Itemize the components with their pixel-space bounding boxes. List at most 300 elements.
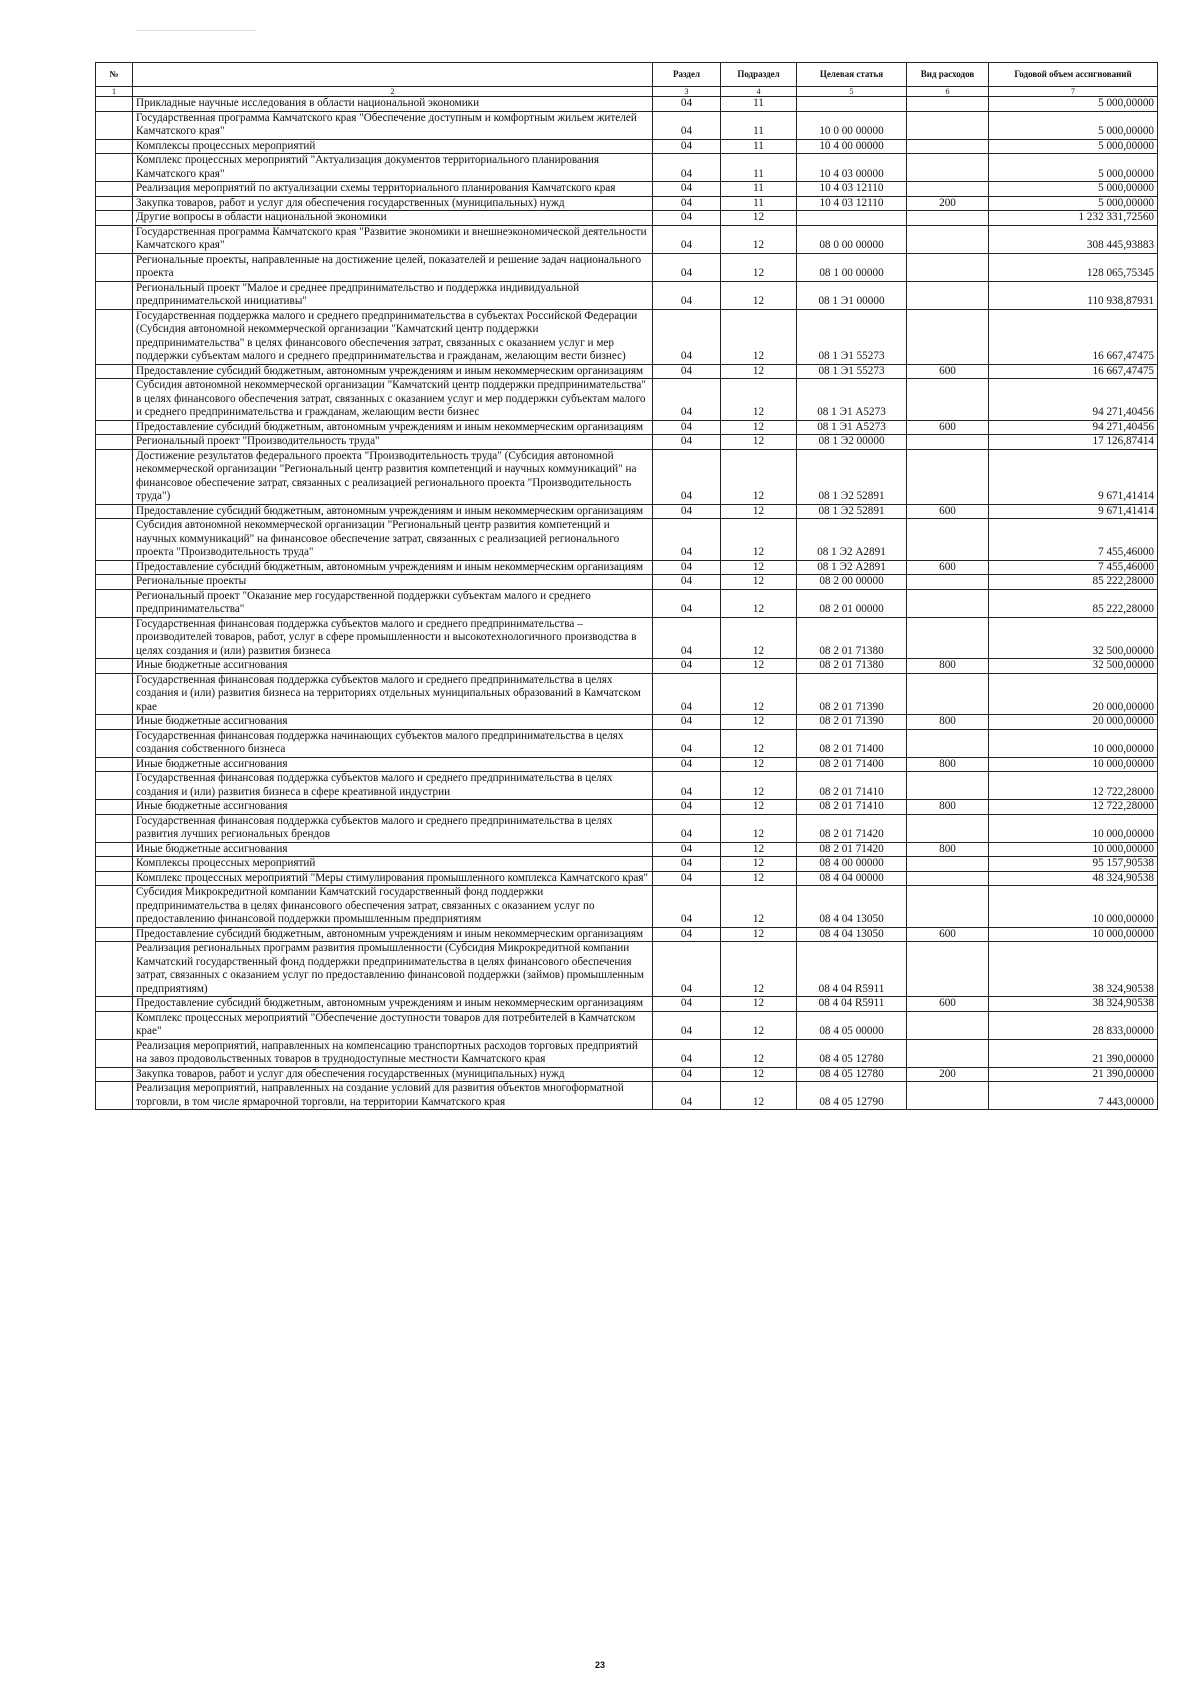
row-subsection-cell: 12 (721, 504, 797, 519)
scan-mark (136, 30, 256, 31)
table-row (96, 139, 1158, 154)
table-row (96, 379, 1158, 421)
table-row (96, 154, 1158, 182)
row-subsection-cell: 12 (721, 225, 797, 253)
row-amount-cell: 5 000,00000 (989, 97, 1158, 112)
row-target-cell: 08 4 04 R5911 (797, 942, 907, 997)
row-subsection-cell: 11 (721, 97, 797, 112)
row-name-cell: Предоставление субсидий бюджетным, автономным учреждениям и иным некоммерческим организациям (133, 997, 653, 1012)
row-section-cell: 04 (653, 1039, 721, 1067)
row-type-cell: 200 (907, 1067, 989, 1082)
table-row (96, 814, 1158, 842)
row-section-cell: 04 (653, 182, 721, 197)
row-type-cell (907, 435, 989, 450)
row-section-cell: 04 (653, 154, 721, 182)
row-amount-cell: 5 000,00000 (989, 139, 1158, 154)
row-num-cell (96, 154, 133, 182)
row-num-cell (96, 673, 133, 715)
row-amount-cell: 9 671,41414 (989, 449, 1158, 504)
row-name-cell: Предоставление субсидий бюджетным, автономным учреждениям и иным некоммерческим организациям (133, 420, 653, 435)
row-section-cell: 04 (653, 729, 721, 757)
row-section-cell: 04 (653, 617, 721, 659)
row-subsection-cell: 11 (721, 154, 797, 182)
row-subsection-cell: 12 (721, 1011, 797, 1039)
row-subsection-cell: 12 (721, 871, 797, 886)
row-section-cell: 04 (653, 560, 721, 575)
row-num-cell (96, 617, 133, 659)
header-name (133, 63, 653, 87)
row-num-cell (96, 435, 133, 450)
row-type-cell (907, 1082, 989, 1110)
row-name-cell: Реализация региональных программ развития промышленности (Субсидия Микрокредитной компании Камчатский государственный фонд поддержки предпринимательства в целях финансового обеспечения затрат, связанных с оказанием услуг по предоставлению финансовой поддержки (займов) промышленным предприятиям) (133, 942, 653, 997)
row-target-cell: 08 2 01 71410 (797, 800, 907, 815)
row-amount-cell: 85 222,28000 (989, 589, 1158, 617)
row-num-cell (96, 1039, 133, 1067)
row-subsection-cell: 12 (721, 814, 797, 842)
row-target-cell: 10 4 03 12110 (797, 182, 907, 197)
row-section-cell: 04 (653, 757, 721, 772)
row-amount-cell: 10 000,00000 (989, 757, 1158, 772)
row-name-cell: Предоставление субсидий бюджетным, автономным учреждениям и иным некоммерческим организациям (133, 504, 653, 519)
row-type-cell: 600 (907, 420, 989, 435)
row-subsection-cell: 12 (721, 842, 797, 857)
row-amount-cell: 5 000,00000 (989, 154, 1158, 182)
table-row (96, 504, 1158, 519)
row-num-cell (96, 309, 133, 364)
row-section-cell: 04 (653, 1082, 721, 1110)
row-subsection-cell: 12 (721, 772, 797, 800)
row-subsection-cell: 12 (721, 1082, 797, 1110)
table-header-row (96, 63, 1158, 87)
table-row (96, 886, 1158, 928)
row-amount-cell: 10 000,00000 (989, 729, 1158, 757)
row-amount-cell: 7 443,00000 (989, 1082, 1158, 1110)
row-subsection-cell: 12 (721, 435, 797, 450)
row-target-cell: 08 2 01 71380 (797, 659, 907, 674)
row-section-cell: 04 (653, 871, 721, 886)
row-num-cell (96, 857, 133, 872)
row-name-cell: Государственная финансовая поддержка субъектов малого и среднего предпринимательства в целях создания и (или) развития бизнеса на территориях отдельных муниципальных образований в Камчатском крае (133, 673, 653, 715)
row-subsection-cell: 12 (721, 211, 797, 226)
row-amount-cell: 94 271,40456 (989, 379, 1158, 421)
row-type-cell (907, 225, 989, 253)
row-target-cell: 08 2 01 71380 (797, 617, 907, 659)
row-name-cell: Достижение результатов федерального проекта "Производительность труда" (Субсидия автономной некоммерческой организации "Региональный центр развития компетенций и научных коммуникаций" на финансовое обеспечение затрат, связанных с реализацией регионального проекта "Производительность труда") (133, 449, 653, 504)
row-subsection-cell: 12 (721, 757, 797, 772)
table-row (96, 1082, 1158, 1110)
row-section-cell: 04 (653, 504, 721, 519)
index-cell: 4 (721, 87, 797, 97)
row-subsection-cell: 12 (721, 379, 797, 421)
row-subsection-cell: 12 (721, 281, 797, 309)
table-row (96, 575, 1158, 590)
table-row (96, 97, 1158, 112)
row-section-cell: 04 (653, 842, 721, 857)
table-row (96, 435, 1158, 450)
table-row (96, 772, 1158, 800)
table-row (96, 449, 1158, 504)
row-type-cell (907, 673, 989, 715)
row-target-cell (797, 211, 907, 226)
row-subsection-cell: 12 (721, 715, 797, 730)
row-name-cell: Государственная поддержка малого и среднего предпринимательства в субъектах Российской Федерации (Субсидия автономной некоммерческой организации "Камчатский центр поддержки предпринимательства" в целях финансового обеспечения затрат, связанных с оказанием услуг и мер поддержки субъектам малого и среднего предпринимательства и гражданам, желающим вести бизнес) (133, 309, 653, 364)
row-section-cell: 04 (653, 519, 721, 561)
table-row (96, 364, 1158, 379)
row-type-cell: 600 (907, 927, 989, 942)
page-number: 23 (594, 1660, 605, 1670)
row-amount-cell: 5 000,00000 (989, 111, 1158, 139)
row-target-cell: 08 2 01 71400 (797, 729, 907, 757)
row-num-cell (96, 281, 133, 309)
row-amount-cell: 85 222,28000 (989, 575, 1158, 590)
row-num-cell (96, 1011, 133, 1039)
row-name-cell: Закупка товаров, работ и услуг для обеспечения государственных (муниципальных) нужд (133, 196, 653, 211)
header-subsection: Подраздел (721, 63, 797, 87)
row-subsection-cell: 11 (721, 111, 797, 139)
row-type-cell (907, 519, 989, 561)
row-amount-cell: 5 000,00000 (989, 182, 1158, 197)
row-name-cell: Иные бюджетные ассигнования (133, 659, 653, 674)
table-row (96, 617, 1158, 659)
row-num-cell (96, 1067, 133, 1082)
row-name-cell: Предоставление субсидий бюджетным, автономным учреждениям и иным некоммерческим организациям (133, 560, 653, 575)
row-num-cell (96, 757, 133, 772)
row-amount-cell: 12 722,28000 (989, 800, 1158, 815)
row-amount-cell: 9 671,41414 (989, 504, 1158, 519)
table-row (96, 1039, 1158, 1067)
budget-table (95, 62, 1158, 1110)
row-type-cell: 800 (907, 842, 989, 857)
row-amount-cell: 38 324,90538 (989, 942, 1158, 997)
row-subsection-cell: 12 (721, 673, 797, 715)
row-amount-cell: 7 455,46000 (989, 560, 1158, 575)
row-type-cell (907, 449, 989, 504)
row-type-cell (907, 1039, 989, 1067)
row-target-cell: 08 1 Э1 00000 (797, 281, 907, 309)
row-target-cell: 08 2 01 71410 (797, 772, 907, 800)
table-row (96, 729, 1158, 757)
row-name-cell: Региональный проект "Малое и среднее предпринимательство и поддержка индивидуальной предпринимательской инициативы" (133, 281, 653, 309)
row-name-cell: Реализация мероприятий, направленных на создание условий для развития объектов многоформатной торговли, в том числе ярмарочной торговли, на территории Камчатского края (133, 1082, 653, 1110)
row-target-cell: 08 1 Э2 52891 (797, 449, 907, 504)
row-subsection-cell: 12 (721, 659, 797, 674)
row-section-cell: 04 (653, 814, 721, 842)
row-name-cell: Региональные проекты (133, 575, 653, 590)
row-amount-cell: 7 455,46000 (989, 519, 1158, 561)
row-target-cell: 10 4 00 00000 (797, 139, 907, 154)
row-name-cell: Региональный проект "Производительность труда" (133, 435, 653, 450)
row-amount-cell: 10 000,00000 (989, 842, 1158, 857)
row-name-cell: Иные бюджетные ассигнования (133, 800, 653, 815)
header-section: Раздел (653, 63, 721, 87)
row-section-cell: 04 (653, 772, 721, 800)
row-type-cell (907, 772, 989, 800)
row-type-cell (907, 111, 989, 139)
row-amount-cell: 10 000,00000 (989, 886, 1158, 928)
row-target-cell: 08 4 05 12790 (797, 1082, 907, 1110)
table-row (96, 519, 1158, 561)
table-row (96, 757, 1158, 772)
row-name-cell: Государственная программа Камчатского края "Развитие экономики и внешнеэкономической деятельности Камчатского края" (133, 225, 653, 253)
row-num-cell (96, 715, 133, 730)
row-subsection-cell: 12 (721, 800, 797, 815)
row-amount-cell: 20 000,00000 (989, 673, 1158, 715)
row-target-cell: 08 1 Э2 А2891 (797, 519, 907, 561)
table-row (96, 309, 1158, 364)
row-section-cell: 04 (653, 800, 721, 815)
row-name-cell: Реализация мероприятий, направленных на компенсацию транспортных расходов торговых предприятий на завоз продовольственных товаров в труднодоступные местности Камчатского края (133, 1039, 653, 1067)
row-type-cell: 600 (907, 504, 989, 519)
row-amount-cell: 17 126,87414 (989, 435, 1158, 450)
row-target-cell: 08 2 01 71400 (797, 757, 907, 772)
row-subsection-cell: 11 (721, 182, 797, 197)
table-row (96, 225, 1158, 253)
row-target-cell: 08 1 Э2 52891 (797, 504, 907, 519)
row-target-cell: 08 4 04 R5911 (797, 997, 907, 1012)
row-num-cell (96, 111, 133, 139)
row-type-cell (907, 154, 989, 182)
row-target-cell: 08 1 Э2 00000 (797, 435, 907, 450)
row-num-cell (96, 379, 133, 421)
row-subsection-cell: 12 (721, 617, 797, 659)
row-subsection-cell: 12 (721, 309, 797, 364)
row-section-cell: 04 (653, 364, 721, 379)
row-subsection-cell: 12 (721, 1067, 797, 1082)
row-target-cell: 08 1 Э1 А5273 (797, 420, 907, 435)
row-target-cell: 08 4 00 00000 (797, 857, 907, 872)
index-cell: 6 (907, 87, 989, 97)
table-row (96, 871, 1158, 886)
row-num-cell (96, 871, 133, 886)
table-row (96, 673, 1158, 715)
row-num-cell (96, 927, 133, 942)
row-section-cell: 04 (653, 139, 721, 154)
row-target-cell: 08 1 00 00000 (797, 253, 907, 281)
row-name-cell: Субсидия Микрокредитной компании Камчатский государственный фонд поддержки предпринимательства в целях финансового обеспечения затрат, связанных с оказанием услуг по предоставлению финансовой поддержки промышленным предприятиям (133, 886, 653, 928)
table-row (96, 281, 1158, 309)
row-num-cell (96, 772, 133, 800)
row-name-cell: Другие вопросы в области национальной экономики (133, 211, 653, 226)
row-num-cell (96, 729, 133, 757)
row-subsection-cell: 12 (721, 560, 797, 575)
row-type-cell (907, 871, 989, 886)
row-type-cell (907, 182, 989, 197)
table-row (96, 659, 1158, 674)
row-num-cell (96, 886, 133, 928)
row-type-cell (907, 575, 989, 590)
header-target: Целевая статья (797, 63, 907, 87)
row-type-cell: 800 (907, 800, 989, 815)
row-type-cell (907, 211, 989, 226)
row-target-cell: 08 4 05 12780 (797, 1067, 907, 1082)
row-type-cell: 800 (907, 715, 989, 730)
row-num-cell (96, 519, 133, 561)
row-subsection-cell: 11 (721, 139, 797, 154)
row-amount-cell: 21 390,00000 (989, 1067, 1158, 1082)
row-subsection-cell: 12 (721, 997, 797, 1012)
row-target-cell: 08 0 00 00000 (797, 225, 907, 253)
row-type-cell (907, 589, 989, 617)
row-type-cell: 600 (907, 364, 989, 379)
row-name-cell: Предоставление субсидий бюджетным, автономным учреждениям и иным некоммерческим организациям (133, 927, 653, 942)
row-num-cell (96, 364, 133, 379)
row-section-cell: 04 (653, 225, 721, 253)
row-num-cell (96, 800, 133, 815)
row-target-cell: 08 2 01 71390 (797, 673, 907, 715)
row-target-cell: 08 2 00 00000 (797, 575, 907, 590)
table-row (96, 927, 1158, 942)
table-row (96, 253, 1158, 281)
row-amount-cell: 32 500,00000 (989, 617, 1158, 659)
row-type-cell: 800 (907, 659, 989, 674)
row-num-cell (96, 225, 133, 253)
row-type-cell (907, 97, 989, 112)
row-section-cell: 04 (653, 211, 721, 226)
row-target-cell: 10 4 03 12110 (797, 196, 907, 211)
row-type-cell (907, 1011, 989, 1039)
row-subsection-cell: 12 (721, 927, 797, 942)
row-section-cell: 04 (653, 673, 721, 715)
row-section-cell: 04 (653, 927, 721, 942)
row-target-cell: 08 1 Э1 55273 (797, 364, 907, 379)
row-amount-cell: 110 938,87931 (989, 281, 1158, 309)
row-section-cell: 04 (653, 97, 721, 112)
row-target-cell: 08 2 01 00000 (797, 589, 907, 617)
table-row (96, 1011, 1158, 1039)
row-section-cell: 04 (653, 196, 721, 211)
table-row (96, 942, 1158, 997)
row-type-cell (907, 617, 989, 659)
row-target-cell: 08 1 Э1 А5273 (797, 379, 907, 421)
table-row (96, 842, 1158, 857)
index-cell: 1 (96, 87, 133, 97)
row-name-cell: Реализация мероприятий по актуализации схемы территориального планирования Камчатского края (133, 182, 653, 197)
row-type-cell: 600 (907, 997, 989, 1012)
row-num-cell (96, 997, 133, 1012)
index-cell: 7 (989, 87, 1158, 97)
row-type-cell (907, 281, 989, 309)
row-section-cell: 04 (653, 1011, 721, 1039)
header-num: № (96, 63, 133, 87)
header-amount: Годовой объем ассигнований (989, 63, 1158, 87)
row-section-cell: 04 (653, 435, 721, 450)
row-subsection-cell: 12 (721, 857, 797, 872)
column-index-row (96, 87, 1158, 97)
row-section-cell: 04 (653, 589, 721, 617)
row-section-cell: 04 (653, 659, 721, 674)
row-name-cell: Комплексы процессных мероприятий (133, 139, 653, 154)
row-target-cell: 08 4 04 13050 (797, 886, 907, 928)
row-subsection-cell: 12 (721, 364, 797, 379)
row-name-cell: Субсидия автономной некоммерческой организации "Камчатский центр поддержки предпринимательства" в целях финансового обеспечения затрат, связанных с оказанием услуг и мер поддержки субъектам малого и среднего предпринимательства и гражданам, желающим вести бизнес (133, 379, 653, 421)
row-name-cell: Государственная программа Камчатского края "Обеспечение доступным и комфортным жильем жителей Камчатского края" (133, 111, 653, 139)
row-name-cell: Комплекс процессных мероприятий "Меры стимулирования промышленного комплекса Камчатского края" (133, 871, 653, 886)
row-amount-cell: 16 667,47475 (989, 364, 1158, 379)
row-type-cell (907, 379, 989, 421)
row-target-cell: 08 4 04 00000 (797, 871, 907, 886)
row-type-cell (907, 857, 989, 872)
row-name-cell: Государственная финансовая поддержка субъектов малого и среднего предпринимательства в целях создания и (или) развития бизнеса в сфере креативной индустрии (133, 772, 653, 800)
row-subsection-cell: 12 (721, 1039, 797, 1067)
row-amount-cell: 128 065,75345 (989, 253, 1158, 281)
row-target-cell: 08 2 01 71420 (797, 814, 907, 842)
row-num-cell (96, 196, 133, 211)
row-type-cell (907, 139, 989, 154)
row-amount-cell: 308 445,93883 (989, 225, 1158, 253)
table-row (96, 560, 1158, 575)
row-target-cell: 08 1 Э1 55273 (797, 309, 907, 364)
index-cell: 2 (133, 87, 653, 97)
row-name-cell: Государственная финансовая поддержка субъектов малого и среднего предпринимательства в целях развития лучших региональных брендов (133, 814, 653, 842)
row-num-cell (96, 1082, 133, 1110)
row-section-cell: 04 (653, 449, 721, 504)
row-type-cell: 600 (907, 560, 989, 575)
row-subsection-cell: 12 (721, 886, 797, 928)
row-name-cell: Региональный проект "Оказание мер государственной поддержки субъектам малого и среднего предпринимательства" (133, 589, 653, 617)
row-num-cell (96, 814, 133, 842)
table-row (96, 420, 1158, 435)
row-type-cell (907, 253, 989, 281)
row-type-cell (907, 729, 989, 757)
row-section-cell: 04 (653, 575, 721, 590)
table-row (96, 1067, 1158, 1082)
row-section-cell: 04 (653, 420, 721, 435)
index-cell: 3 (653, 87, 721, 97)
row-section-cell: 04 (653, 886, 721, 928)
row-name-cell: Иные бюджетные ассигнования (133, 842, 653, 857)
row-amount-cell: 10 000,00000 (989, 927, 1158, 942)
row-num-cell (96, 560, 133, 575)
row-amount-cell: 12 722,28000 (989, 772, 1158, 800)
header-expense-type: Вид расходов (907, 63, 989, 87)
row-name-cell: Государственная финансовая поддержка начинающих субъектов малого предпринимательства в целях создания собственного бизнеса (133, 729, 653, 757)
index-cell: 5 (797, 87, 907, 97)
row-amount-cell: 5 000,00000 (989, 196, 1158, 211)
row-num-cell (96, 182, 133, 197)
row-name-cell: Комплекс процессных мероприятий "Актуализация документов территориального планирования Камчатского края" (133, 154, 653, 182)
row-section-cell: 04 (653, 309, 721, 364)
row-num-cell (96, 942, 133, 997)
row-subsection-cell: 12 (721, 729, 797, 757)
table-row (96, 196, 1158, 211)
row-type-cell: 800 (907, 757, 989, 772)
row-type-cell: 200 (907, 196, 989, 211)
row-num-cell (96, 139, 133, 154)
row-name-cell: Субсидия автономной некоммерческой организации "Региональный центр развития компетенций и научных коммуникаций" на финансовое обеспечение затрат, связанных с реализацией регионального проекта "Производительность труда" (133, 519, 653, 561)
row-target-cell: 08 4 04 13050 (797, 927, 907, 942)
table-row (96, 589, 1158, 617)
row-subsection-cell: 12 (721, 575, 797, 590)
row-target-cell: 08 2 01 71420 (797, 842, 907, 857)
row-name-cell: Государственная финансовая поддержка субъектов малого и среднего предпринимательства – производителей товаров, работ, услуг в сфере промышленности и высокотехнологичного производства в целях создания и (или) развития бизнеса (133, 617, 653, 659)
row-num-cell (96, 211, 133, 226)
row-name-cell: Комплексы процессных мероприятий (133, 857, 653, 872)
row-num-cell (96, 253, 133, 281)
row-target-cell: 10 0 00 00000 (797, 111, 907, 139)
row-type-cell (907, 814, 989, 842)
row-section-cell: 04 (653, 997, 721, 1012)
row-amount-cell: 10 000,00000 (989, 814, 1158, 842)
row-name-cell: Иные бюджетные ассигнования (133, 715, 653, 730)
row-amount-cell: 48 324,90538 (989, 871, 1158, 886)
row-amount-cell: 94 271,40456 (989, 420, 1158, 435)
row-num-cell (96, 842, 133, 857)
row-num-cell (96, 420, 133, 435)
row-subsection-cell: 12 (721, 420, 797, 435)
row-target-cell: 10 4 03 00000 (797, 154, 907, 182)
table-row (96, 111, 1158, 139)
row-num-cell (96, 97, 133, 112)
